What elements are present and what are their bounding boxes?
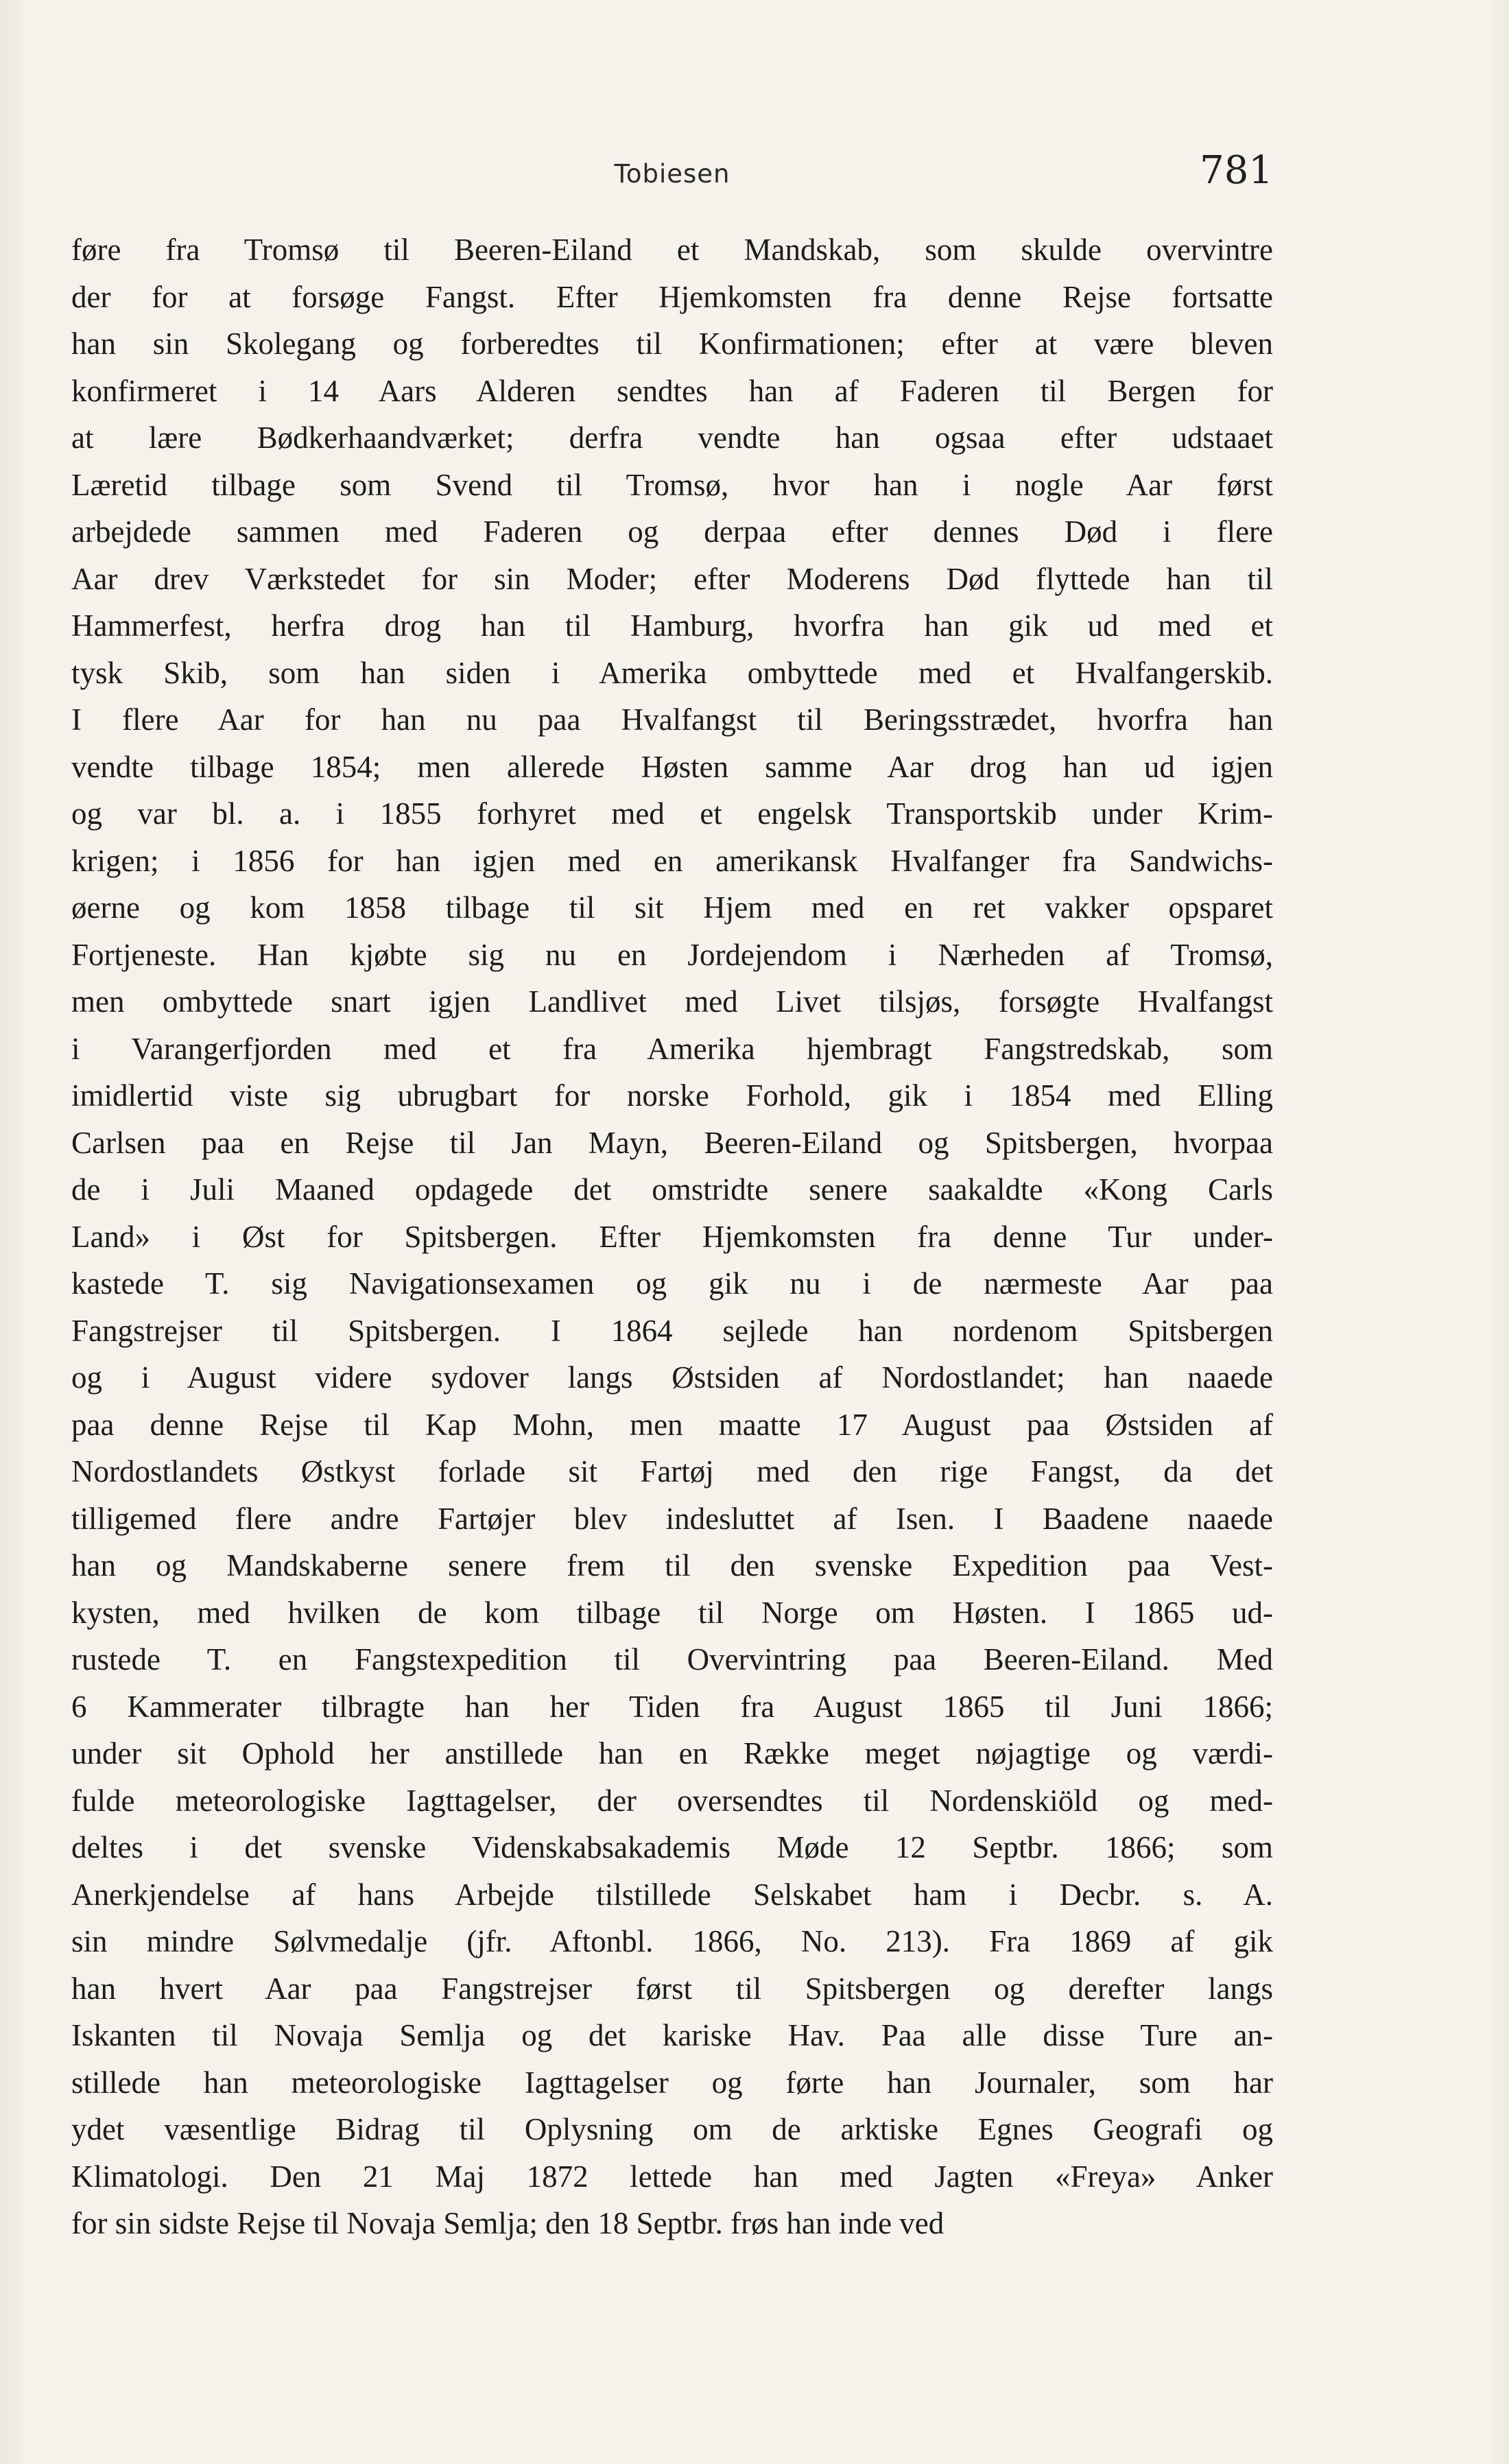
text-line: Læretid tilbage som Svend til Tromsø, hvor han i nogle Aar først bbox=[71, 467, 1273, 502]
text-line: at lære Bødkerhaandværket; derfra vendte han ogsaa efter udstaaet bbox=[71, 420, 1273, 455]
text-line: og var bl. a. i 1855 forhyret med et engelsk Transportskib under Krim- bbox=[71, 796, 1273, 831]
text-line: Anerkjendelse af hans Arbejde tilstillede Selskabet ham i Decbr. s. A. bbox=[71, 1877, 1273, 1912]
text-line: og i August videre sydover langs Østsiden af Nordostlandet; han naaede bbox=[71, 1360, 1273, 1395]
text-line: Carlsen paa en Rejse til Jan Mayn, Beeren-Eiland og Spitsbergen, hvorpaa bbox=[71, 1125, 1273, 1160]
text-line: vendte tilbage 1854; men allerede Høsten samme Aar drog han ud igjen bbox=[71, 749, 1273, 784]
text-line: for sin sidste Rejse til Novaja Semlja; den 18 Septbr. frøs han inde ved bbox=[71, 2206, 944, 2240]
text-line: deltes i det svenske Videnskabsakademis Møde 12 Septbr. 1866; som bbox=[71, 1830, 1273, 1864]
text-line: Fortjeneste. Han kjøbte sig nu en Jordejendom i Nærheden af Tromsø, bbox=[71, 937, 1273, 972]
text-line: stillede han meteorologiske Iagttagelser og førte han Journaler, som har bbox=[71, 2065, 1273, 2100]
text-line: Aar drev Værkstedet for sin Moder; efter Moderens Død flyttede han til bbox=[71, 561, 1273, 596]
text-line: Klimatologi. Den 21 Maj 1872 lettede han med Jagten «Freya» Anker bbox=[71, 2159, 1273, 2194]
text-line: kysten, med hvilken de kom tilbage til Norge om Høsten. I 1865 ud- bbox=[71, 1595, 1273, 1630]
text-line: tysk Skib, som han siden i Amerika ombyttede med et Hvalfangerskib. bbox=[71, 655, 1273, 690]
text-line: arbejdede sammen med Faderen og derpaa efter dennes Død i flere bbox=[71, 514, 1273, 549]
text-line: 6 Kammerater tilbragte han her Tiden fra August 1865 til Juni 1866; bbox=[71, 1689, 1273, 1724]
text-line: der for at forsøge Fangst. Efter Hjemkomsten fra denne Rejse fortsatte bbox=[71, 279, 1273, 314]
text-line: Fangstrejser til Spitsbergen. I 1864 sejlede han nordenom Spitsbergen bbox=[71, 1313, 1273, 1348]
text-line: de i Juli Maaned opdagede det omstridte senere saakaldte «Kong Carls bbox=[71, 1172, 1273, 1207]
text-line: Hammerfest, herfra drog han til Hamburg, hvorfra han gik ud med et bbox=[71, 608, 1273, 643]
text-line: men ombyttede snart igjen Landlivet med Livet tilsjøs, forsøgte Hvalfangst bbox=[71, 984, 1273, 1019]
text-line: krigen; i 1856 for han igjen med en amerikansk Hvalfanger fra Sandwichs- bbox=[71, 843, 1273, 878]
text-line: fulde meteorologiske Iagttagelser, der oversendtes til Nordenskiöld og med- bbox=[71, 1783, 1273, 1818]
text-line: I flere Aar for han nu paa Hvalfangst til Beringsstrædet, hvorfra han bbox=[71, 702, 1273, 737]
text-line: under sit Ophold her anstillede han en Række meget nøjagtige og værdi- bbox=[71, 1736, 1273, 1770]
running-head: Tobiesen bbox=[614, 159, 730, 189]
text-line: føre fra Tromsø til Beeren-Eiland et Mandskab, som skulde overvintre bbox=[71, 233, 1273, 267]
text-line: i Varangerfjorden med et fra Amerika hjembragt Fangstredskab, som bbox=[71, 1031, 1273, 1066]
text-line: konfirmeret i 14 Aars Alderen sendtes han af Faderen til Bergen for bbox=[71, 373, 1273, 408]
page-header bbox=[71, 137, 1273, 206]
text-line: tilligemed flere andre Fartøjer blev indesluttet af Isen. I Baadene naaede bbox=[71, 1501, 1273, 1536]
text-line: sin mindre Sølvmedalje (jfr. Aftonbl. 1866, No. 213). Fra 1869 af gik bbox=[71, 1924, 1273, 1958]
text-line: ydet væsentlige Bidrag til Oplysning om de arktiske Egnes Geografi og bbox=[71, 2112, 1273, 2146]
text-line: paa denne Rejse til Kap Mohn, men maatte 17 August paa Østsiden af bbox=[71, 1407, 1273, 1442]
text-line: rustede T. en Fangstexpedition til Overvintring paa Beeren-Eiland. Med bbox=[71, 1642, 1273, 1677]
text-line: kastede T. sig Navigationsexamen og gik nu i de nærmeste Aar paa bbox=[71, 1266, 1273, 1301]
text-line: han og Mandskaberne senere frem til den svenske Expedition paa Vest- bbox=[71, 1548, 1273, 1583]
text-line: imidlertid viste sig ubrugbart for norske Forhold, gik i 1854 med Elling bbox=[71, 1078, 1273, 1113]
body-text bbox=[71, 226, 1273, 2247]
text-line: Nordostlandets Østkyst forlade sit Fartøj med den rige Fangst, da det bbox=[71, 1454, 1273, 1489]
text-line: øerne og kom 1858 tilbage til sit Hjem med en ret vakker opsparet bbox=[71, 890, 1273, 925]
page-number: 781 bbox=[1200, 148, 1273, 193]
text-line: Iskanten til Novaja Semlja og det kariske Hav. Paa alle disse Ture an- bbox=[71, 2018, 1273, 2052]
text-line: Land» i Øst for Spitsbergen. Efter Hjemkomsten fra denne Tur under- bbox=[71, 1219, 1273, 1254]
text-line: han hvert Aar paa Fangstrejser først til Spitsbergen og derefter langs bbox=[71, 1971, 1273, 2006]
text-line: han sin Skolegang og forberedtes til Konfirmationen; efter at være bleven bbox=[71, 327, 1273, 361]
